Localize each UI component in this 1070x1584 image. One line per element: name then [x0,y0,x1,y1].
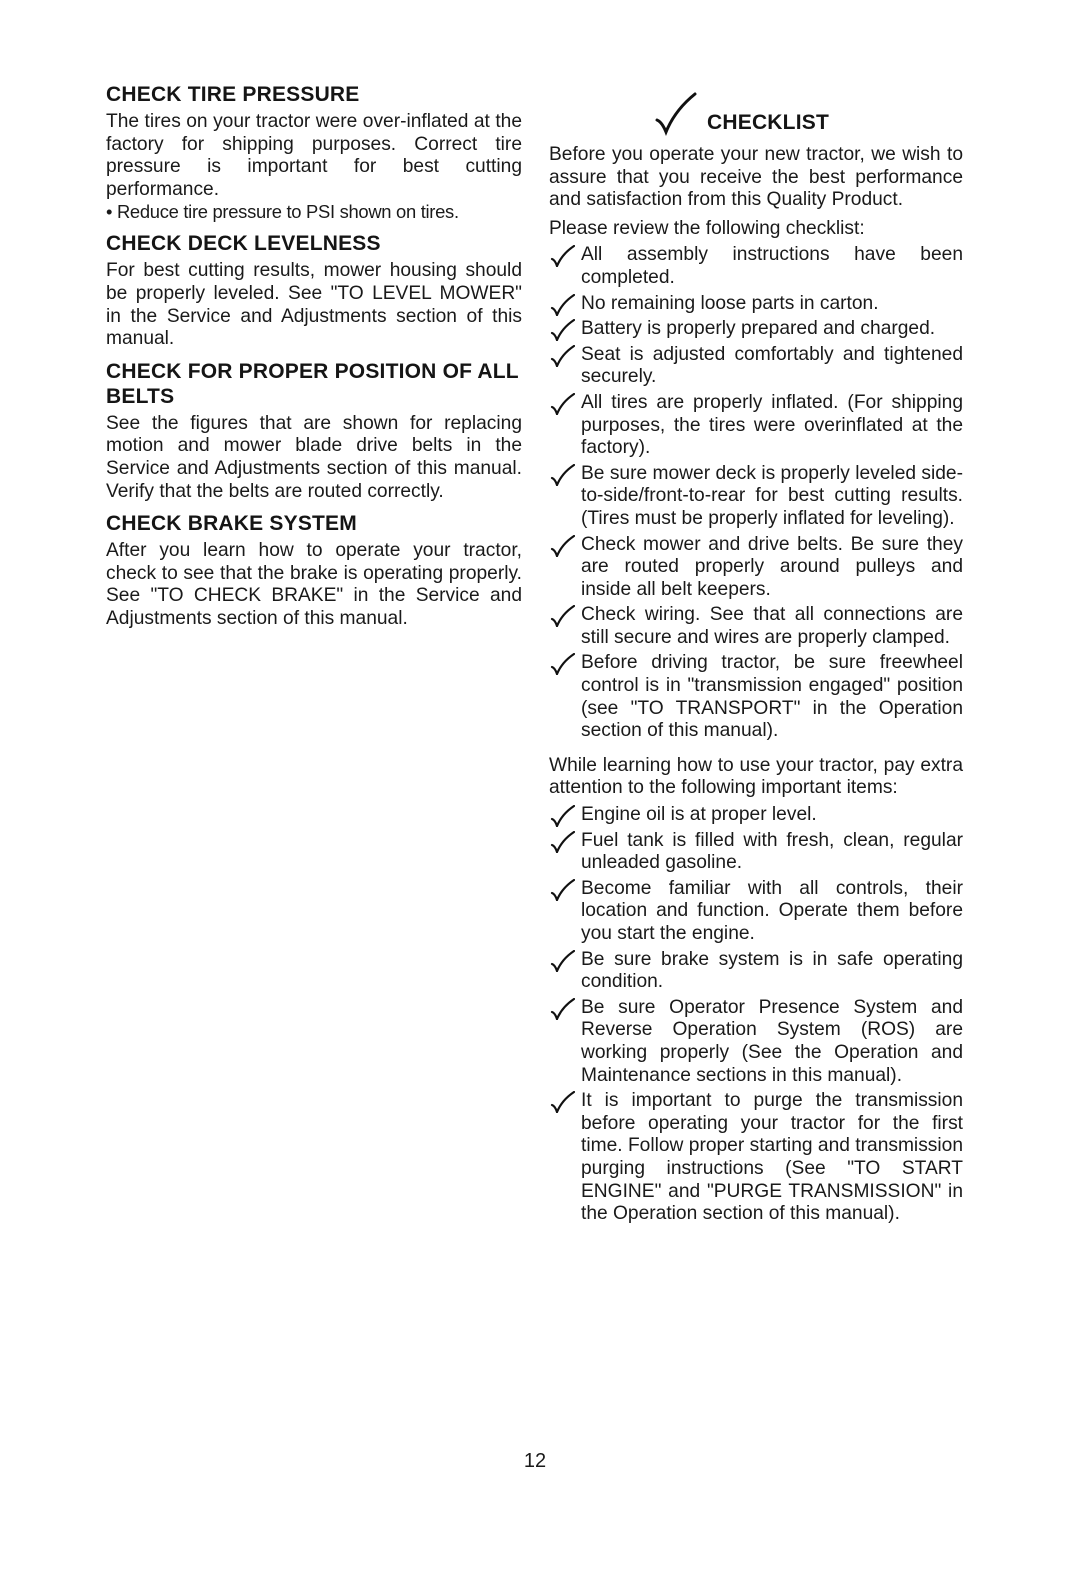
checkmark-icon [549,805,575,827]
checklist-item-text: It is important to purge the transmission before operating your tractor for the first time. Follow proper starting and transmission purging instructions (See "TO START ENGINE" and "PURGE TRANSMISSION" in the Operation section of this manual). [581,1090,963,1225]
section-body: The tires on your tractor were over-inflated at the factory for shipping purposes. Correct tire pressure is important for best cutting performance. [106,111,522,200]
checklist-item [549,463,963,531]
checklist-item-text: Be sure Operator Presence System and Reverse Operation System (ROS) are working properly (See the Operation and Maintenance sections in this manual). [581,996,963,1086]
page-number: 12 [523,1450,547,1472]
checkmark-icon [549,1091,575,1113]
checkmark-icon [549,464,575,486]
checklist-item [549,604,963,649]
checklist-item [549,534,963,602]
section-tire-pressure [106,82,522,223]
checkmark-icon [549,831,575,853]
checklist-item [549,652,963,742]
checkmark-icon [549,294,575,316]
checkmark-icon [549,879,575,901]
checklist-item [549,344,963,389]
checklist-item-text: Engine oil is at proper level. [581,804,817,826]
checklist-item [549,830,963,875]
checklist-item [549,1090,963,1226]
section-heading: CHECK BRAKE SYSTEM [106,512,357,536]
section-heading: CHECK FOR PROPER POSITION OF ALL BELTS [106,359,519,408]
section-body: After you learn how to operate your tractor, check to see that the brake is operating properly. See "TO CHECK BRAKE" in the Service and Adjustments section of this manual. [106,540,522,629]
checkmark-icon [653,92,697,136]
checkmark-icon [549,535,575,557]
left-column [106,82,522,639]
checklist-intro: Before you operate your new tractor, we wish to assure that you receive the best performance and satisfaction from this Quality Product. [549,144,963,211]
section-body: For best cutting results, mower housing should be properly leveled. See "TO LEVEL MOWER" in the Service and Adjustments section of this manual. [106,260,522,350]
checkmark-icon [549,605,575,627]
checklist-item-text: Before driving tractor, be sure freewheel control is in "transmission engaged" position (see "TO TRANSPORT" in the Operation section of this manual). [581,652,963,742]
section-heading: CHECK TIRE PRESSURE [106,83,360,106]
checklist-item-text: Fuel tank is filled with fresh, clean, regular unleaded gasoline. [581,829,963,874]
checklist-item [549,949,963,994]
checklist-item [549,878,963,946]
checklist-item-text: No remaining loose parts in carton. [581,292,879,314]
checkmark-icon [549,345,575,367]
checklist-item [549,804,963,827]
checkmark-icon [549,393,575,415]
checklist-item [549,318,963,341]
checklist [549,244,963,742]
checklist-item-text: Battery is properly prepared and charged. [581,318,936,340]
section-deck-levelness [106,231,522,350]
checklist-item-text: Seat is adjusted comfortably and tightened securely. [581,343,963,388]
checklist-item-text: Be sure mower deck is properly leveled side-to-side/front-to-rear for best cutting results. (Tires must be properly inflated for leveling). [581,462,963,529]
learning-prompt: While learning how to use your tractor, pay extra attention to the following important items: [549,754,963,799]
checkmark-icon [549,319,575,341]
section-body: See the figures that are shown for replacing motion and mower blade drive belts in the Service and Adjustments section of this manual. Verify that the belts are routed correctly. [106,412,522,502]
checklist-item [549,392,963,460]
checklist-item-text: Check mower and drive belts. Be sure they are routed properly around pulleys and inside all belt keepers. [581,533,963,600]
checklist-item-text: All assembly instructions have been completed. [581,244,963,288]
checklist-title-block [549,82,963,134]
checklist-item-text: All tires are properly inflated. (For shipping purposes, the tires were overinflated at the factory). [581,391,963,459]
section-bullet: • Reduce tire pressure to PSI shown on tires. [106,201,459,223]
checkmark-icon [549,998,575,1020]
checkmark-icon [549,950,575,972]
section-belts [106,359,522,503]
important-items-list [549,804,963,1226]
checklist-item [549,293,963,316]
checkmark-icon [549,245,575,267]
section-heading: CHECK DECK LEVELNESS [106,232,381,256]
review-prompt: Please review the following checklist: [549,217,865,239]
checklist-item-text: Be sure brake system is in safe operating condition. [581,948,963,993]
section-brake-system [106,511,522,630]
right-column [549,82,963,1238]
checklist-title: CHECKLIST [707,111,829,134]
checklist-item [549,244,963,289]
checklist-item-text: Become familiar with all controls, their location and function. Operate them before you start the engine. [581,877,963,944]
checklist-item-text: Check wiring. See that all connections are still secure and wires are properly clamped. [581,604,963,648]
checklist-item [549,997,963,1087]
checkmark-icon [549,653,575,675]
